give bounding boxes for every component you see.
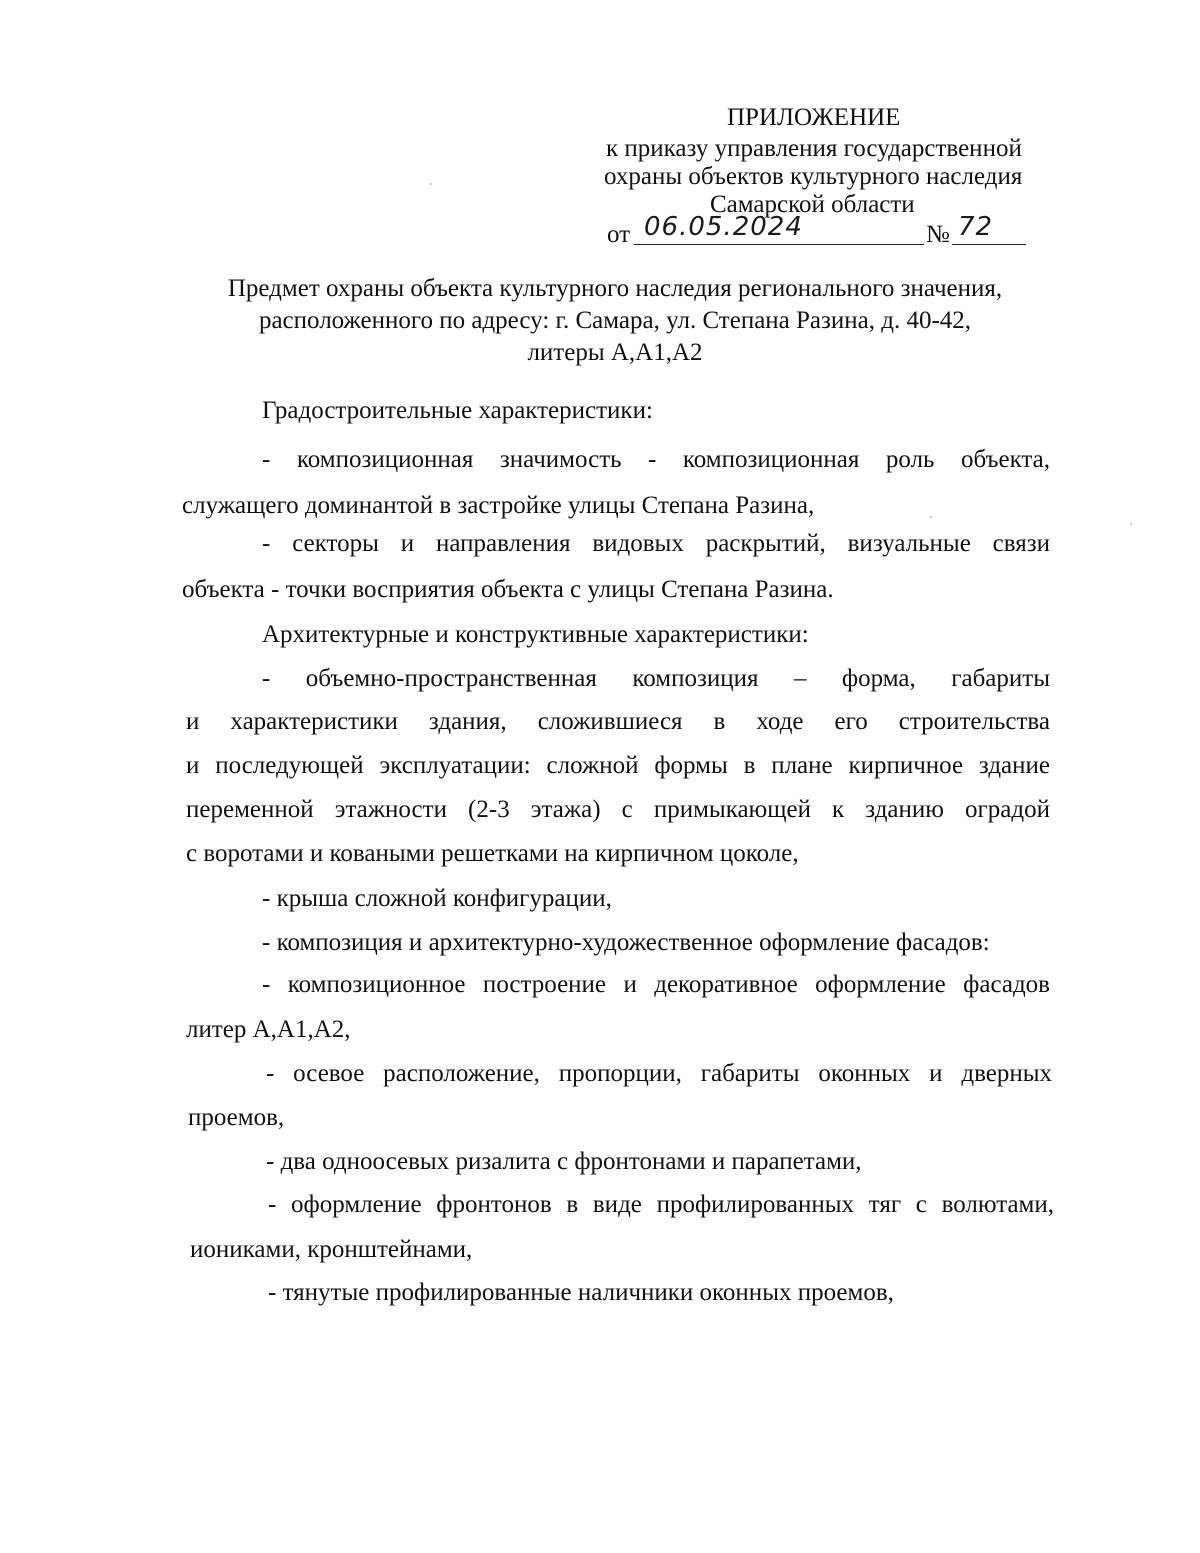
arch-item-7-line-1: - оформление фронтонов в виде профилированных тяг с волютами,: [268, 1191, 1054, 1218]
handwritten-date: 06.05.2024: [644, 212, 803, 242]
urban-item-2-line-1: - секторы и направления видовых раскрытий, визуальные связи: [262, 530, 1050, 557]
urban-item-1-line-1: - композиционная значимость - композиционная роль объекта,: [262, 446, 1050, 473]
handwritten-number: 72: [958, 212, 994, 242]
arch-item-7-line-2: иониками, кронштейнами,: [190, 1236, 473, 1263]
arch-heading: Архитектурные и конструктивные характеристики:: [262, 621, 809, 648]
arch-item-4-line-1: - композиционное построение и декоративное оформление фасадов: [262, 971, 1050, 998]
arch-item-1-line-5: с воротами и коваными решетками на кирпичном цоколе,: [186, 840, 799, 867]
arch-item-2: - крыша сложной конфигурации,: [262, 885, 612, 912]
urban-item-2-line-2: объекта - точки восприятия объекта с улицы Степана Разина.: [182, 576, 834, 603]
header-line-1: к приказу управления государственной: [606, 135, 1022, 162]
subject-line-3: литеры А,А1,А2: [527, 339, 703, 366]
date-prefix: от: [607, 221, 631, 248]
header-line-3: Самарской области: [710, 191, 915, 218]
subject-line-2: расположенного по адресу: г. Самара, ул. Степана Разина, д. 40-42,: [258, 307, 972, 334]
appendix-title: ПРИЛОЖЕНИЕ: [727, 104, 901, 131]
urban-heading: Градостроительные характеристики:: [262, 397, 653, 424]
arch-item-5-line-2: проемов,: [188, 1104, 285, 1131]
arch-item-1-line-3: и последующей эксплуатации: сложной формы в плане кирпичное здание: [186, 752, 1050, 779]
arch-item-3: - композиция и архитектурно-художественное оформление фасадов:: [262, 929, 990, 956]
subject-line-1: Предмет охраны объекта культурного наследия регионального значения,: [227, 275, 1003, 302]
header-line-2: охраны объектов культурного наследия: [604, 163, 1023, 190]
arch-item-6: - два одноосевых ризалита с фронтонами и парапетами,: [266, 1148, 862, 1175]
arch-item-1-line-1: - объемно-пространственная композиция – форма, габариты: [262, 665, 1050, 692]
number-prefix: №: [926, 221, 950, 248]
date-underline: [634, 244, 924, 245]
arch-item-4-line-2: литер А,А1,А2,: [186, 1016, 351, 1043]
scan-speck: [430, 183, 432, 185]
arch-item-1-line-4: переменной этажности (2-3 этажа) с примыкающей к зданию оградой: [186, 796, 1050, 823]
arch-item-5-line-1: - осевое расположение, пропорции, габариты оконных и дверных: [266, 1060, 1052, 1087]
scan-speck: [1130, 523, 1132, 525]
arch-item-1-line-2: и характеристики здания, сложившиеся в ходе его строительства: [186, 708, 1050, 735]
arch-item-8: - тянутые профилированные наличники оконных проемов,: [268, 1279, 894, 1306]
number-underline: [952, 244, 1026, 245]
urban-item-1-line-2: служащего доминантой в застройке улицы Степана Разина,: [182, 492, 815, 519]
scan-speck: [930, 516, 932, 518]
